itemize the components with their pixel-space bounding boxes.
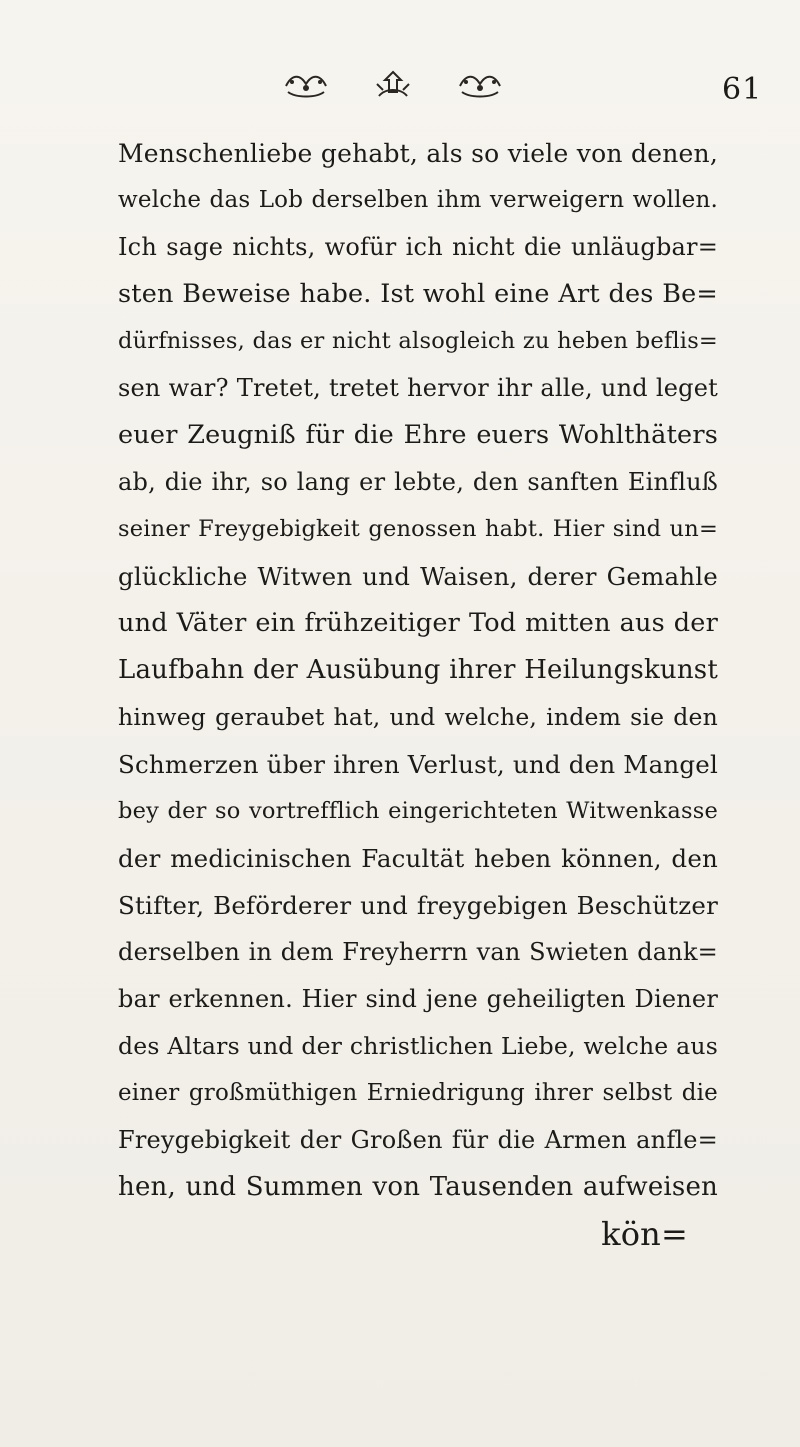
text-line: Menschenliebe gehabt, als so viele von denen, <box>118 139 718 168</box>
text-line: Laufbahn der Ausübung ihrer Heilungskunst <box>118 655 718 685</box>
flourish-left-icon <box>278 70 334 102</box>
text-line: und Väter ein frühzeitiger Tod mitten aus der <box>118 608 718 638</box>
text-line: bey der so vortrefflich eingerichteten Witwenkasse <box>118 798 718 824</box>
text-line: hinweg geraubet hat, und welche, indem sie den <box>118 703 718 731</box>
flourish-right-icon <box>452 70 508 102</box>
text-line: seiner Freygebigkeit genossen habt. Hier sind un= <box>118 516 718 542</box>
text-line: welche das Lob derselben ihm verweigern wollen. <box>118 187 718 213</box>
text-line: der medicinischen Facultät heben können, den <box>118 844 718 873</box>
page-number: 61 <box>722 72 763 107</box>
text-line: Ich sage nichts, wofür ich nicht die unläugbar= <box>118 233 718 261</box>
text-line: derselben in dem Freyherrn van Swieten dank= <box>118 938 718 966</box>
text-line: des Altars und der christlichen Liebe, welche aus <box>118 1032 718 1060</box>
text-line: Stifter, Beförderer und freygebigen Beschützer <box>118 891 718 920</box>
text-line: euer Zeugniß für die Ehre euers Wohlthäters <box>118 420 718 450</box>
text-line: hen, und Summen von Tausenden aufweisen <box>118 1172 718 1202</box>
catchword: kön= <box>601 1215 688 1253</box>
header-ornaments <box>278 68 508 104</box>
text-line: sen war? Tretet, tretet hervor ihr alle, und leget <box>118 374 718 402</box>
crest-center-icon <box>365 70 421 102</box>
text-line: bar erkennen. Hier sind jene geheiligten Diener <box>118 985 718 1013</box>
page-header <box>0 68 800 108</box>
text-line: ab, die ihr, so lang er lebte, den sanften Einfluß <box>118 468 718 496</box>
text-line: dürfnisses, das er nicht alsogleich zu heben beflis= <box>118 328 718 354</box>
text-line: Schmerzen über ihren Verlust, und den Mangel <box>118 750 718 779</box>
body-text <box>118 130 718 1258</box>
text-line: einer großmüthigen Erniedrigung ihrer selbst die <box>118 1080 718 1106</box>
text-line: glückliche Witwen und Waisen, derer Gemahle <box>118 562 718 591</box>
text-line: Freygebigkeit der Großen für die Armen anfle= <box>118 1126 718 1154</box>
text-line: sten Beweise habe. Ist wohl eine Art des Be= <box>118 279 718 309</box>
